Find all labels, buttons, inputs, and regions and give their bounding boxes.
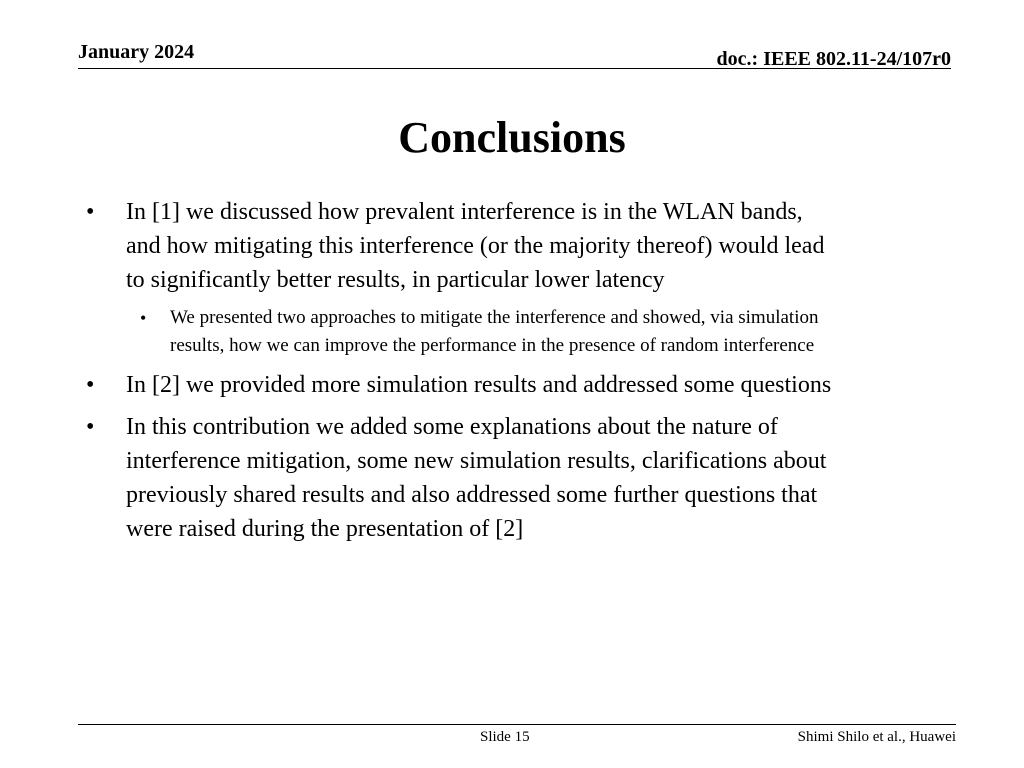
bullet-marker: • (86, 414, 95, 440)
bullet-line: to significantly better results, in particular lower latency (126, 267, 665, 293)
bullet-line: interference mitigation, some new simulation results, clarifications about (126, 448, 827, 474)
bullet-text (126, 368, 966, 402)
document-id: doc.: IEEE 802.11-24/107r0 (716, 48, 951, 70)
bullet-text (126, 410, 966, 546)
bullet-line: previously shared results and also addressed some further questions that (126, 482, 818, 508)
header-date: January 2024 (78, 41, 195, 63)
slide-number: Slide 15 (480, 729, 530, 745)
bullet-line: In [1] we discussed how prevalent interference is in the WLAN bands, (126, 199, 803, 225)
sub-bullet-line: We presented two approaches to mitigate the interference and showed, via simulation (170, 307, 819, 328)
sub-bullet-line: results, how we can improve the performance in the presence of random interference (170, 335, 815, 356)
footer-author: Shimi Shilo et al., Huawei (797, 729, 956, 745)
sub-bullet-text (170, 304, 970, 360)
bullet-marker: • (86, 199, 95, 225)
bullet-line: and how mitigating this interference (or the majority thereof) would lead (126, 233, 825, 259)
bullet-line: In [2] we provided more simulation results and addressed some questions (126, 372, 832, 398)
bullet-text (126, 195, 966, 297)
bullet-marker: • (86, 372, 95, 398)
bullet-line: In this contribution we added some explanations about the nature of (126, 414, 778, 440)
footer-divider (78, 724, 956, 725)
sub-bullet-marker: • (140, 308, 147, 328)
header-divider (78, 68, 951, 69)
bullet-line: were raised during the presentation of [2] (126, 516, 524, 542)
slide-title: Conclusions (398, 113, 626, 162)
